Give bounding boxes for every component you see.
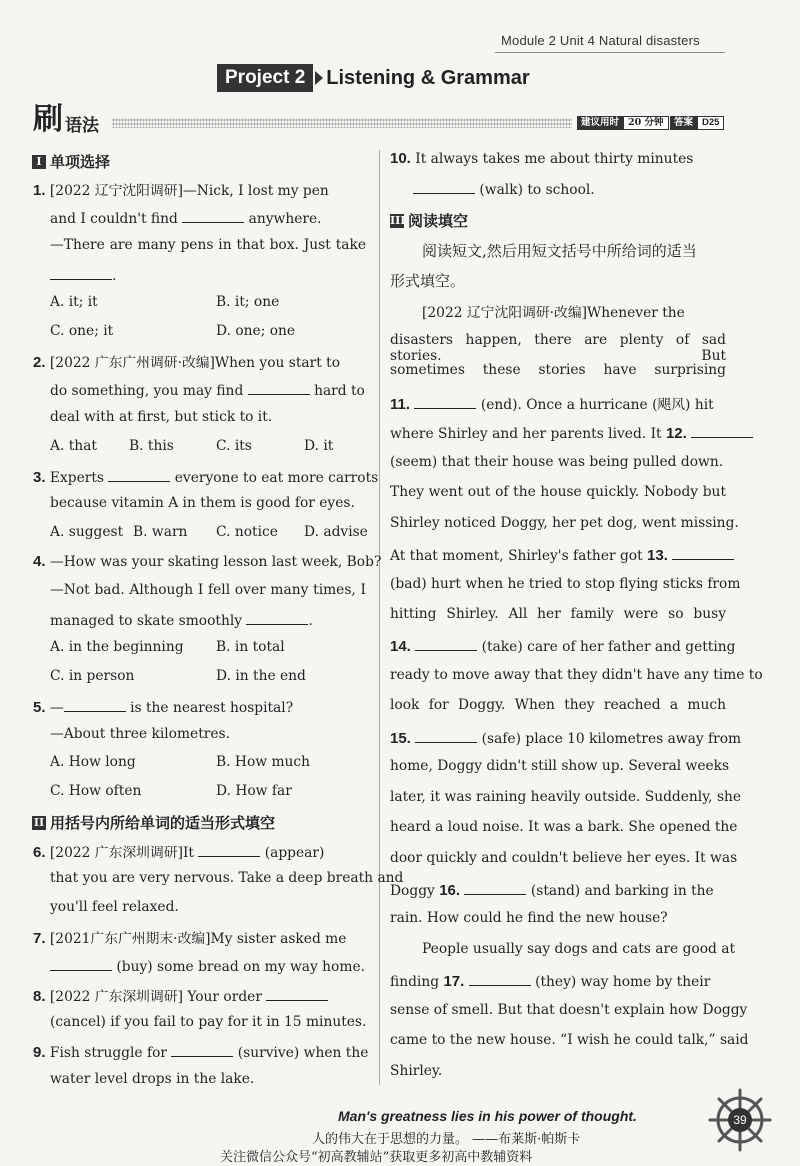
option-a: A. suggest <box>50 524 124 540</box>
passage-line: (bad) hurt when he tried to stop flying sticks from <box>390 576 741 592</box>
column-divider <box>379 150 380 1085</box>
question-line: because vitamin A in them is good for eyes. <box>50 495 355 511</box>
question-7: 7. [2021广东广州期末·改编]My sister asked me <box>33 930 347 947</box>
option-d: D. one; one <box>216 323 296 339</box>
passage-line: finding 17. (they) way home by their <box>390 973 711 990</box>
footer-note: 关注微信公众号“初高教辅站”获取更多初高中教辅资料 <box>220 1150 533 1165</box>
section-heading <box>32 151 110 172</box>
brand-big: 刷 <box>33 102 63 137</box>
option-b: B. it; one <box>216 294 280 310</box>
question-line: (walk) to school. <box>413 179 595 198</box>
title-text: Listening & Grammar <box>326 66 530 89</box>
answer-blank <box>691 423 753 438</box>
quote-chinese: 人的伟大在于思想的力量。 ——布莱斯·帕斯卡 <box>312 1132 581 1147</box>
instruction: 形式填空。 <box>390 272 466 290</box>
question-6: 6. [2022 广东深圳调研]It (appear) <box>33 844 325 861</box>
option-a: A. How long <box>50 754 136 770</box>
answer-blank <box>248 380 310 395</box>
question-line: —There are many pens in that box. Just take <box>50 237 366 253</box>
question-line: (buy) some bread on my way home. <box>50 956 365 975</box>
question-5: 5. — is the nearest hospital? <box>33 699 294 716</box>
section-number: III <box>390 213 406 227</box>
question-3: 3. Experts everyone to eat more carrots <box>33 469 379 486</box>
answer-blank <box>64 697 126 712</box>
option-c: C. How often <box>50 783 142 799</box>
passage-line: Shirley noticed Doggy, her pet dog, went missing. <box>390 515 739 531</box>
answer-blank <box>414 394 476 409</box>
section-number: II <box>33 815 45 829</box>
answer-blank <box>413 179 475 194</box>
passage-line: 11. (end). Once a hurricane (飓风) hit <box>390 396 714 413</box>
answer-blank <box>108 467 170 482</box>
answer-blank <box>171 1042 233 1057</box>
question-line: that you are very nervous. Take a deep breath and <box>50 870 404 886</box>
passage-line: 14. (take) care of her father and getting <box>390 638 736 655</box>
passage-line: rain. How could he find the new house? <box>390 910 668 926</box>
option-d: D. it <box>304 438 334 454</box>
page-number: 39 <box>728 1108 752 1132</box>
option-c: C. in person <box>50 668 135 684</box>
question-line: do something, you may find hard to <box>50 380 365 399</box>
passage-line: door quickly and couldn't believe her eyes. It was <box>390 850 738 866</box>
answer-blank <box>672 545 734 560</box>
option-c: C. notice <box>216 524 278 540</box>
passage-line: At that moment, Shirley's father got 13. <box>390 545 734 564</box>
section-heading <box>390 210 468 231</box>
passage-line: sense of smell. But that doesn't explain how Doggy <box>390 1002 748 1018</box>
answer-badge <box>670 115 724 131</box>
passage-line: (seem) that their house was being pulled down. <box>390 454 724 470</box>
page-title <box>217 64 530 92</box>
option-d: D. advise <box>304 524 368 540</box>
header-rule <box>495 52 725 53</box>
question-line: (cancel) if you fail to pay for it in 15 minutes. <box>50 1014 367 1030</box>
option-d: D. How far <box>216 783 292 799</box>
section-heading <box>32 812 275 833</box>
section-title: 单项选择 <box>50 153 111 171</box>
dotted-rule <box>112 118 572 128</box>
quote-english: Man's greatness lies in his power of thought. <box>338 1108 637 1124</box>
passage-line: [2022 辽宁沈阳调研·改编]Whenever the <box>422 305 685 321</box>
option-a: A. it; it <box>50 294 98 310</box>
question-2: 2. [2022 广东广州调研·改编]When you start to <box>33 354 341 371</box>
option-d: D. in the end <box>216 668 306 684</box>
time-label: 建议用时 <box>577 116 623 130</box>
passage-line: look for Doggy. When they reached a much <box>390 697 726 713</box>
passage-line: disasters happen, there are plenty of sad stories. But <box>390 332 726 364</box>
title-tag: Project 2 <box>217 64 313 92</box>
answer-blank <box>50 956 112 971</box>
question-8: 8. [2022 广东深圳调研] Your order <box>33 985 328 1005</box>
answer-blank <box>464 880 526 895</box>
question-line: —About three kilometres. <box>50 726 230 742</box>
answer-blank <box>50 265 112 280</box>
passage-line: People usually say dogs and cats are good at <box>422 941 736 957</box>
passage-line: hitting Shirley. All her family were so busy <box>390 606 726 622</box>
answer-blank <box>415 636 477 651</box>
passage-line: Shirley. <box>390 1063 443 1079</box>
question-line: water level drops in the lake. <box>50 1071 255 1087</box>
question-line: and I couldn't find anywhere. <box>50 208 322 227</box>
passage-line: sometimes these stories have surprising <box>390 362 726 378</box>
passage-line: They went out of the house quickly. Nobody but <box>390 484 726 500</box>
question-line: you'll feel relaxed. <box>50 899 179 915</box>
option-b: B. in total <box>216 639 285 655</box>
question-4: 4. —How was your skating lesson last week, Bob? <box>33 553 382 570</box>
passage-line: 15. (safe) place 10 kilometres away from <box>390 730 742 747</box>
option-c: C. one; it <box>50 323 114 339</box>
answer-blank <box>266 986 328 1001</box>
option-b: B. this <box>129 438 174 454</box>
answer-value: D25 <box>697 116 724 130</box>
option-b: B. How much <box>216 754 311 770</box>
question-line: managed to skate smoothly . <box>50 610 313 629</box>
answer-blank <box>198 842 260 857</box>
passage-line: later, it was raining heavily outside. Suddenly, she <box>390 789 742 805</box>
section-title: 用括号内所给单词的适当形式填空 <box>50 814 276 832</box>
answer-blank <box>469 971 531 986</box>
option-a: A. that <box>50 438 97 454</box>
question-10: 10. It always takes me about thirty minutes <box>390 150 694 167</box>
question-9: 9. Fish struggle for (survive) when the <box>33 1044 369 1061</box>
question-line: —Not bad. Although I fell over many times, I <box>50 582 366 598</box>
passage-line: heard a loud noise. It was a bark. She opened the <box>390 819 738 835</box>
option-b: B. warn <box>133 524 188 540</box>
answer-blank <box>415 728 477 743</box>
passage-line: home, Doggy didn't still show up. Several weeks <box>390 758 730 774</box>
section-title: 阅读填空 <box>408 212 469 230</box>
question-line: deal with at first, but stick to it. <box>50 409 273 425</box>
passage-line: ready to move away that they didn't have any time to <box>390 667 763 683</box>
passage-line: where Shirley and her parents lived. It 12. <box>390 423 753 442</box>
passage-line: came to the new house. “I wish he could talk,” said <box>390 1032 749 1048</box>
question-line: . <box>50 265 116 284</box>
question-1: 1. [2022 辽宁沈阳调研]—Nick, I lost my pen <box>33 182 329 199</box>
time-badge <box>577 115 669 131</box>
time-value: 20 分钟 <box>623 116 669 130</box>
brand-small: 语法 <box>65 116 99 136</box>
section-number: I <box>32 155 46 169</box>
option-c: C. its <box>216 438 252 454</box>
passage-line: Doggy 16. (stand) and barking in the <box>390 882 714 899</box>
option-a: A. in the beginning <box>50 639 184 655</box>
answer-blank <box>182 208 244 223</box>
answer-blank <box>246 610 308 625</box>
brand-label <box>33 104 99 136</box>
instruction: 阅读短文,然后用短文括号中所给词的适当 <box>422 242 697 260</box>
breadcrumb: Module 2 Unit 4 Natural disasters <box>501 33 700 48</box>
title-arrow-icon <box>315 71 323 85</box>
answer-label: 答案 <box>670 116 697 130</box>
